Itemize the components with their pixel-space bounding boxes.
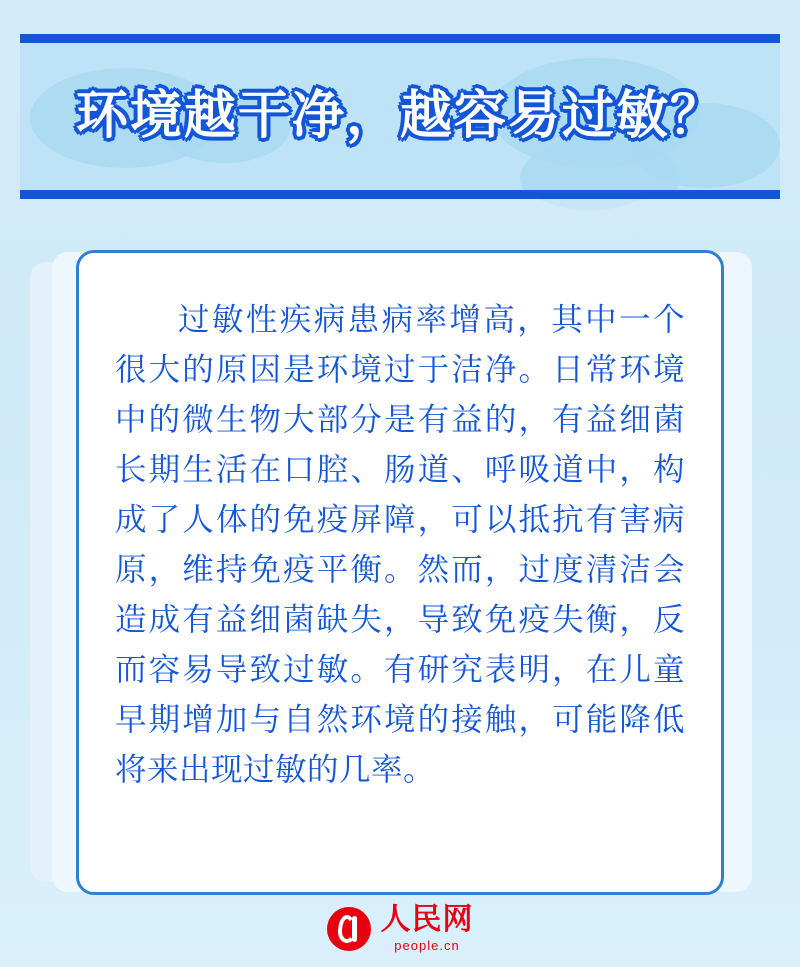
people-cn-logo-icon: [327, 907, 371, 951]
page-title: 环境越干净，越容易过敏？: [75, 87, 724, 145]
title-banner: [20, 34, 780, 199]
logo-text-group: [380, 902, 474, 953]
body-paragraph: 过敏性疾病患病率增高，其中一个很大的原因是环境过于洁净。日常环境中的微生物大部分是有益的，有益细菌长期生活在口腔、肠道、呼吸道中，构成了人体的免疫屏障，可以抵抗有害病原，维持免疫平衡。然而，过度清洁会造成有益细菌缺失，导致免疫失衡，反而容易导致过敏。有研究表明，在儿童早期增加与自然环境的接触，可能降低将来出现过敏的几率。: [115, 302, 685, 788]
footer-logo: [0, 902, 800, 953]
content-card: [76, 250, 724, 895]
content-card-body: [79, 253, 721, 795]
logo-text-en: people.cn: [394, 938, 460, 953]
logo-text-cn: 人民网: [380, 902, 474, 937]
